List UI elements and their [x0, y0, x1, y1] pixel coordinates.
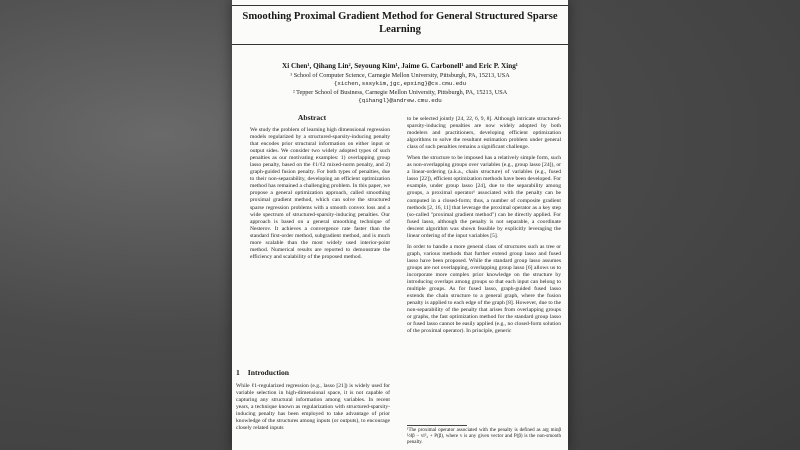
affiliation-1: ¹ School of Computer Science, Carnegie Mellon University, Pittsburgh, PA, 15213, USA: [290, 72, 510, 79]
right-paragraph-2: When the structure to be imposed has a relatively simple form, such as non-overlapping groups over variables (e.g., group lasso [24]), or a linear-ordering (a.k.a., chain structure) of variables (e.g., fused lasso [22]), efficient optimization methods have been developed. For example, under group lasso [24], due to the separability among groups, a proximal operator¹ associated with the penalty can be computed in a closed-form; thus, a number of composite gradient methods [2, 16, 11] that leverage the proximal operator as a key step (so-called "proximal gradient method") can be directly applied. For fused lasso, although the penalty is not separable, a coordinate descent algorithm was shown feasible by explicitly leveraging the linear ordering of the input variables [5].: [407, 155, 561, 239]
author-list: Xi Chen¹, Qihang Lin², Seyoung Kim¹, Jaime G. Carbonell¹ and Eric P. Xing¹: [282, 62, 518, 70]
footnote-rule: [407, 425, 467, 426]
right-column: [407, 116, 561, 339]
section-number: 1: [236, 368, 240, 377]
right-paragraph-1: to be selected jointly [24, 22, 6, 9, 8]. Although intricate structured-sparsity-inducing penalties are now widely adopted by both modelers and practitioners, developing efficient optimization algorithms to solve the resultant estimation problem under general class of such penalties remains a significant challenge.: [407, 116, 561, 151]
title-rule: [232, 44, 568, 45]
email-1: {xichen,sssykim,jgc,epxing}@cs.cmu.edu: [333, 80, 467, 87]
pdf-page[interactable]: [232, 0, 568, 450]
right-paragraph-3: In order to handle a more general class of structures such as tree or graph, various methods that further extend group lasso and fused lasso have been proposed. While the standard group lasso assumes groups are not overlapping, overlapping group lasso [6] allows us to incorporate more complex prior knowledge on the structure by introducing overlaps among groups so that each input can belong to multiple groups. As for fused lasso, graph-guided fused lasso extends the chain structure to a general graph, where the fusion penalty is applied to each edge of the graph [8]. However, due to the non-separability of the penalty that arises from overlapping groups or graphs, the fast optimization method for the standard group lasso or fused lasso cannot be easily applied (e.g., no closed-form solution of the proximal operator). In principle, generic: [407, 243, 561, 335]
abstract-body: We study the problem of learning high dimensional regression models regularized by a structured-sparsity-inducing penalty that encodes prior structural information on either input or output sides. We consider two widely adopted types of such penalties as our motivating examples: 1) overlapping group lasso penalty, based on the ℓ1/ℓ2 mixed-norm penalty, and 2) graph-guided fusion penalty. For both types of penalties, due to their non-separability, developing an efficient optimization method has remained a challenging problem. In this paper, we propose a general optimization approach, called smoothing proximal gradient method, which can solve the structured sparse regression problems with a smooth convex loss and a wide spectrum of structured-sparsity-inducing penalties. Our approach is based on a general smoothing technique of Nesterov. It achieves a convergence rate faster than the standard first-order method, subgradient method, and is much more scalable than the most widely used interior-point method. Numerical results are reported to demonstrate the efficiency and scalability of the proposed method.: [250, 127, 390, 260]
section-title: Introduction: [247, 368, 290, 377]
intro-body: While ℓ1-regularized regression (e.g., lasso [21]) is widely used for variable selection in high-dimensional space, it is not capable of capturing any structural information among variables. In recent years, a technique known as regularization with structured-sparsity-inducing penalty has been employed to take advantage of prior knowledge of the structures among inputs (or outputs), to encourage closely related inputs: [236, 383, 390, 432]
intro-heading: [236, 368, 297, 377]
affiliation-2: ² Tepper School of Business, Carnegie Mellon University, Pittsburgh, PA, 15213, USA: [292, 89, 508, 96]
abstract-heading: Abstract: [297, 113, 327, 122]
paper-title: Smoothing Proximal Gradient Method for General Structured Sparse Learning: [242, 11, 558, 35]
email-2: {qihangl}@andrew.cmu.edu: [358, 97, 442, 104]
footnote: ¹The proximal operator associated with the penalty is defined as arg minβ ½‖β − v‖²₂ + P(β), where v is any given vector and P(β) is the non-smooth penalty.: [407, 428, 561, 446]
top-rule: [232, 5, 568, 6]
